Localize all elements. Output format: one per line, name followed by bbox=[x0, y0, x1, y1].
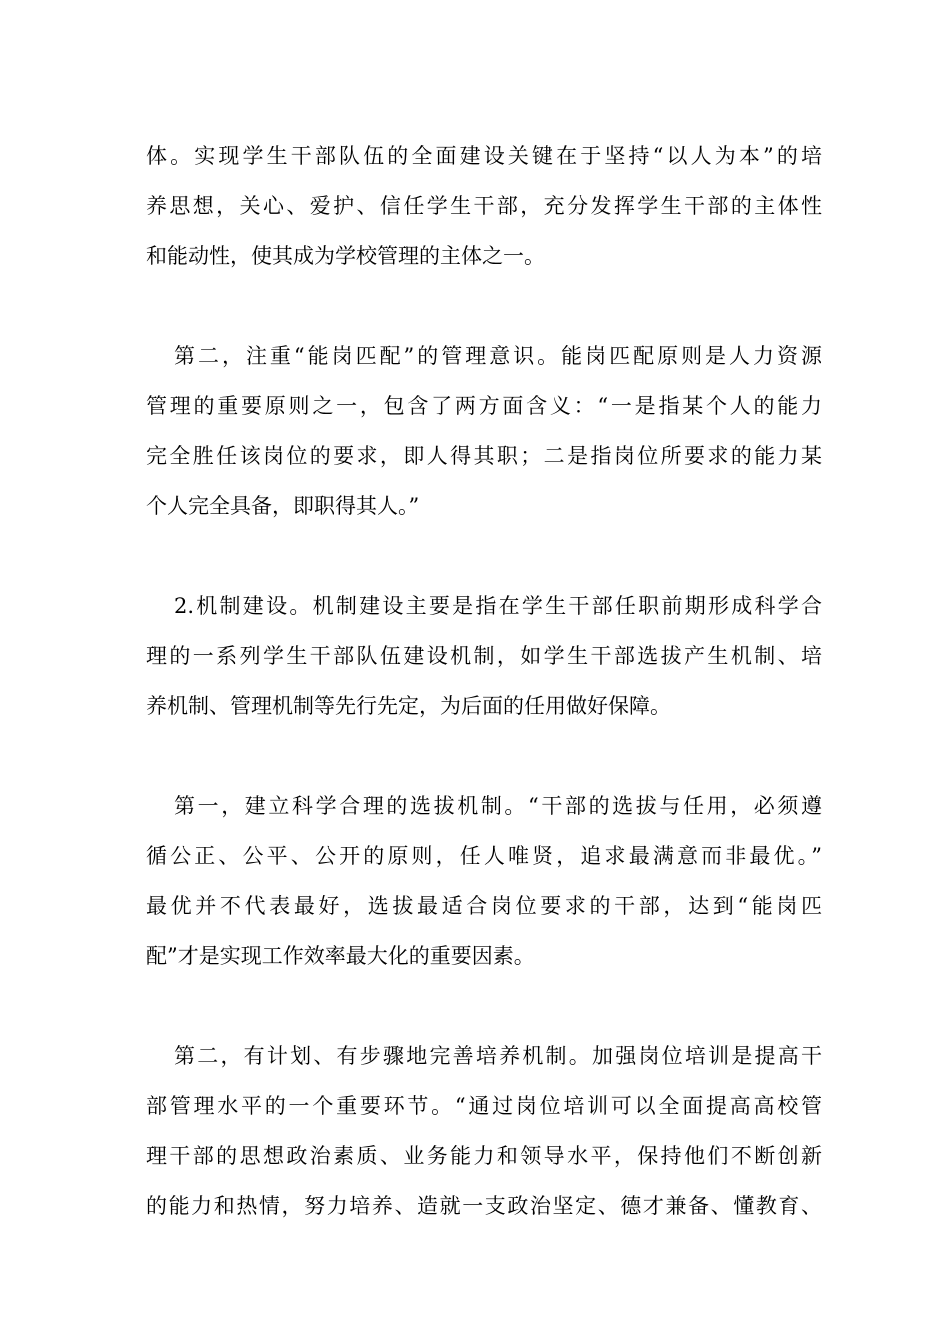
text-line: 理干部的思想政治素质、业务能力和领导水平，保持他们不断创新 bbox=[146, 1144, 822, 1168]
paragraph-second-point bbox=[146, 331, 822, 531]
paragraph-gap bbox=[146, 981, 822, 1031]
paragraph-training bbox=[146, 1031, 822, 1231]
paragraph-mechanism bbox=[146, 581, 822, 731]
text-line: 的能力和热情，努力培养、造就一支政治坚定、德才兼备、懂教育、 bbox=[146, 1194, 822, 1218]
text-line: 养思想，关心、爱护、信任学生干部，充分发挥学生干部的主体性 bbox=[146, 194, 822, 218]
paragraph-gap bbox=[146, 731, 822, 781]
text-line: 2.机制建设。机制建设主要是指在学生干部任职前期形成科学合 bbox=[174, 594, 822, 618]
text-line: 第二，有计划、有步骤地完善培养机制。加强岗位培训是提高干 bbox=[174, 1044, 822, 1068]
text-line: 循公正、公平、公开的原则，任人唯贤，追求最满意而非最优。” bbox=[146, 844, 822, 868]
text-line: 配”才是实现工作效率最大化的重要因素。 bbox=[146, 944, 535, 968]
paragraph-gap bbox=[146, 281, 822, 331]
text-line: 个人完全具备，即职得其人。” bbox=[146, 494, 420, 518]
text-line: 部管理水平的一个重要环节。“通过岗位培训可以全面提高高校管 bbox=[146, 1094, 822, 1118]
text-line: 和能动性，使其成为学校管理的主体之一。 bbox=[146, 244, 545, 268]
text-line: 第一，建立科学合理的选拔机制。“干部的选拔与任用，必须遵 bbox=[174, 794, 822, 818]
document-body bbox=[146, 131, 822, 1231]
text-line: 完全胜任该岗位的要求，即人得其职；二是指岗位所要求的能力某 bbox=[146, 444, 822, 468]
paragraph-selection bbox=[146, 781, 822, 981]
text-line: 养机制、管理机制等先行先定，为后面的任用做好保障。 bbox=[146, 694, 671, 718]
text-line: 最优并不代表最好，选拔最适合岗位要求的干部，达到“能岗匹 bbox=[146, 894, 822, 918]
text-line: 理的一系列学生干部队伍建设机制，如学生干部选拔产生机制、培 bbox=[146, 644, 822, 668]
paragraph-continuation bbox=[146, 131, 822, 281]
text-line: 第二，注重“能岗匹配”的管理意识。能岗匹配原则是人力资源 bbox=[174, 344, 822, 368]
paragraph-gap bbox=[146, 531, 822, 581]
text-line: 体。实现学生干部队伍的全面建设关键在于坚持“以人为本”的培 bbox=[146, 144, 822, 168]
text-line: 管理的重要原则之一，包含了两方面含义：“一是指某个人的能力 bbox=[146, 394, 822, 418]
